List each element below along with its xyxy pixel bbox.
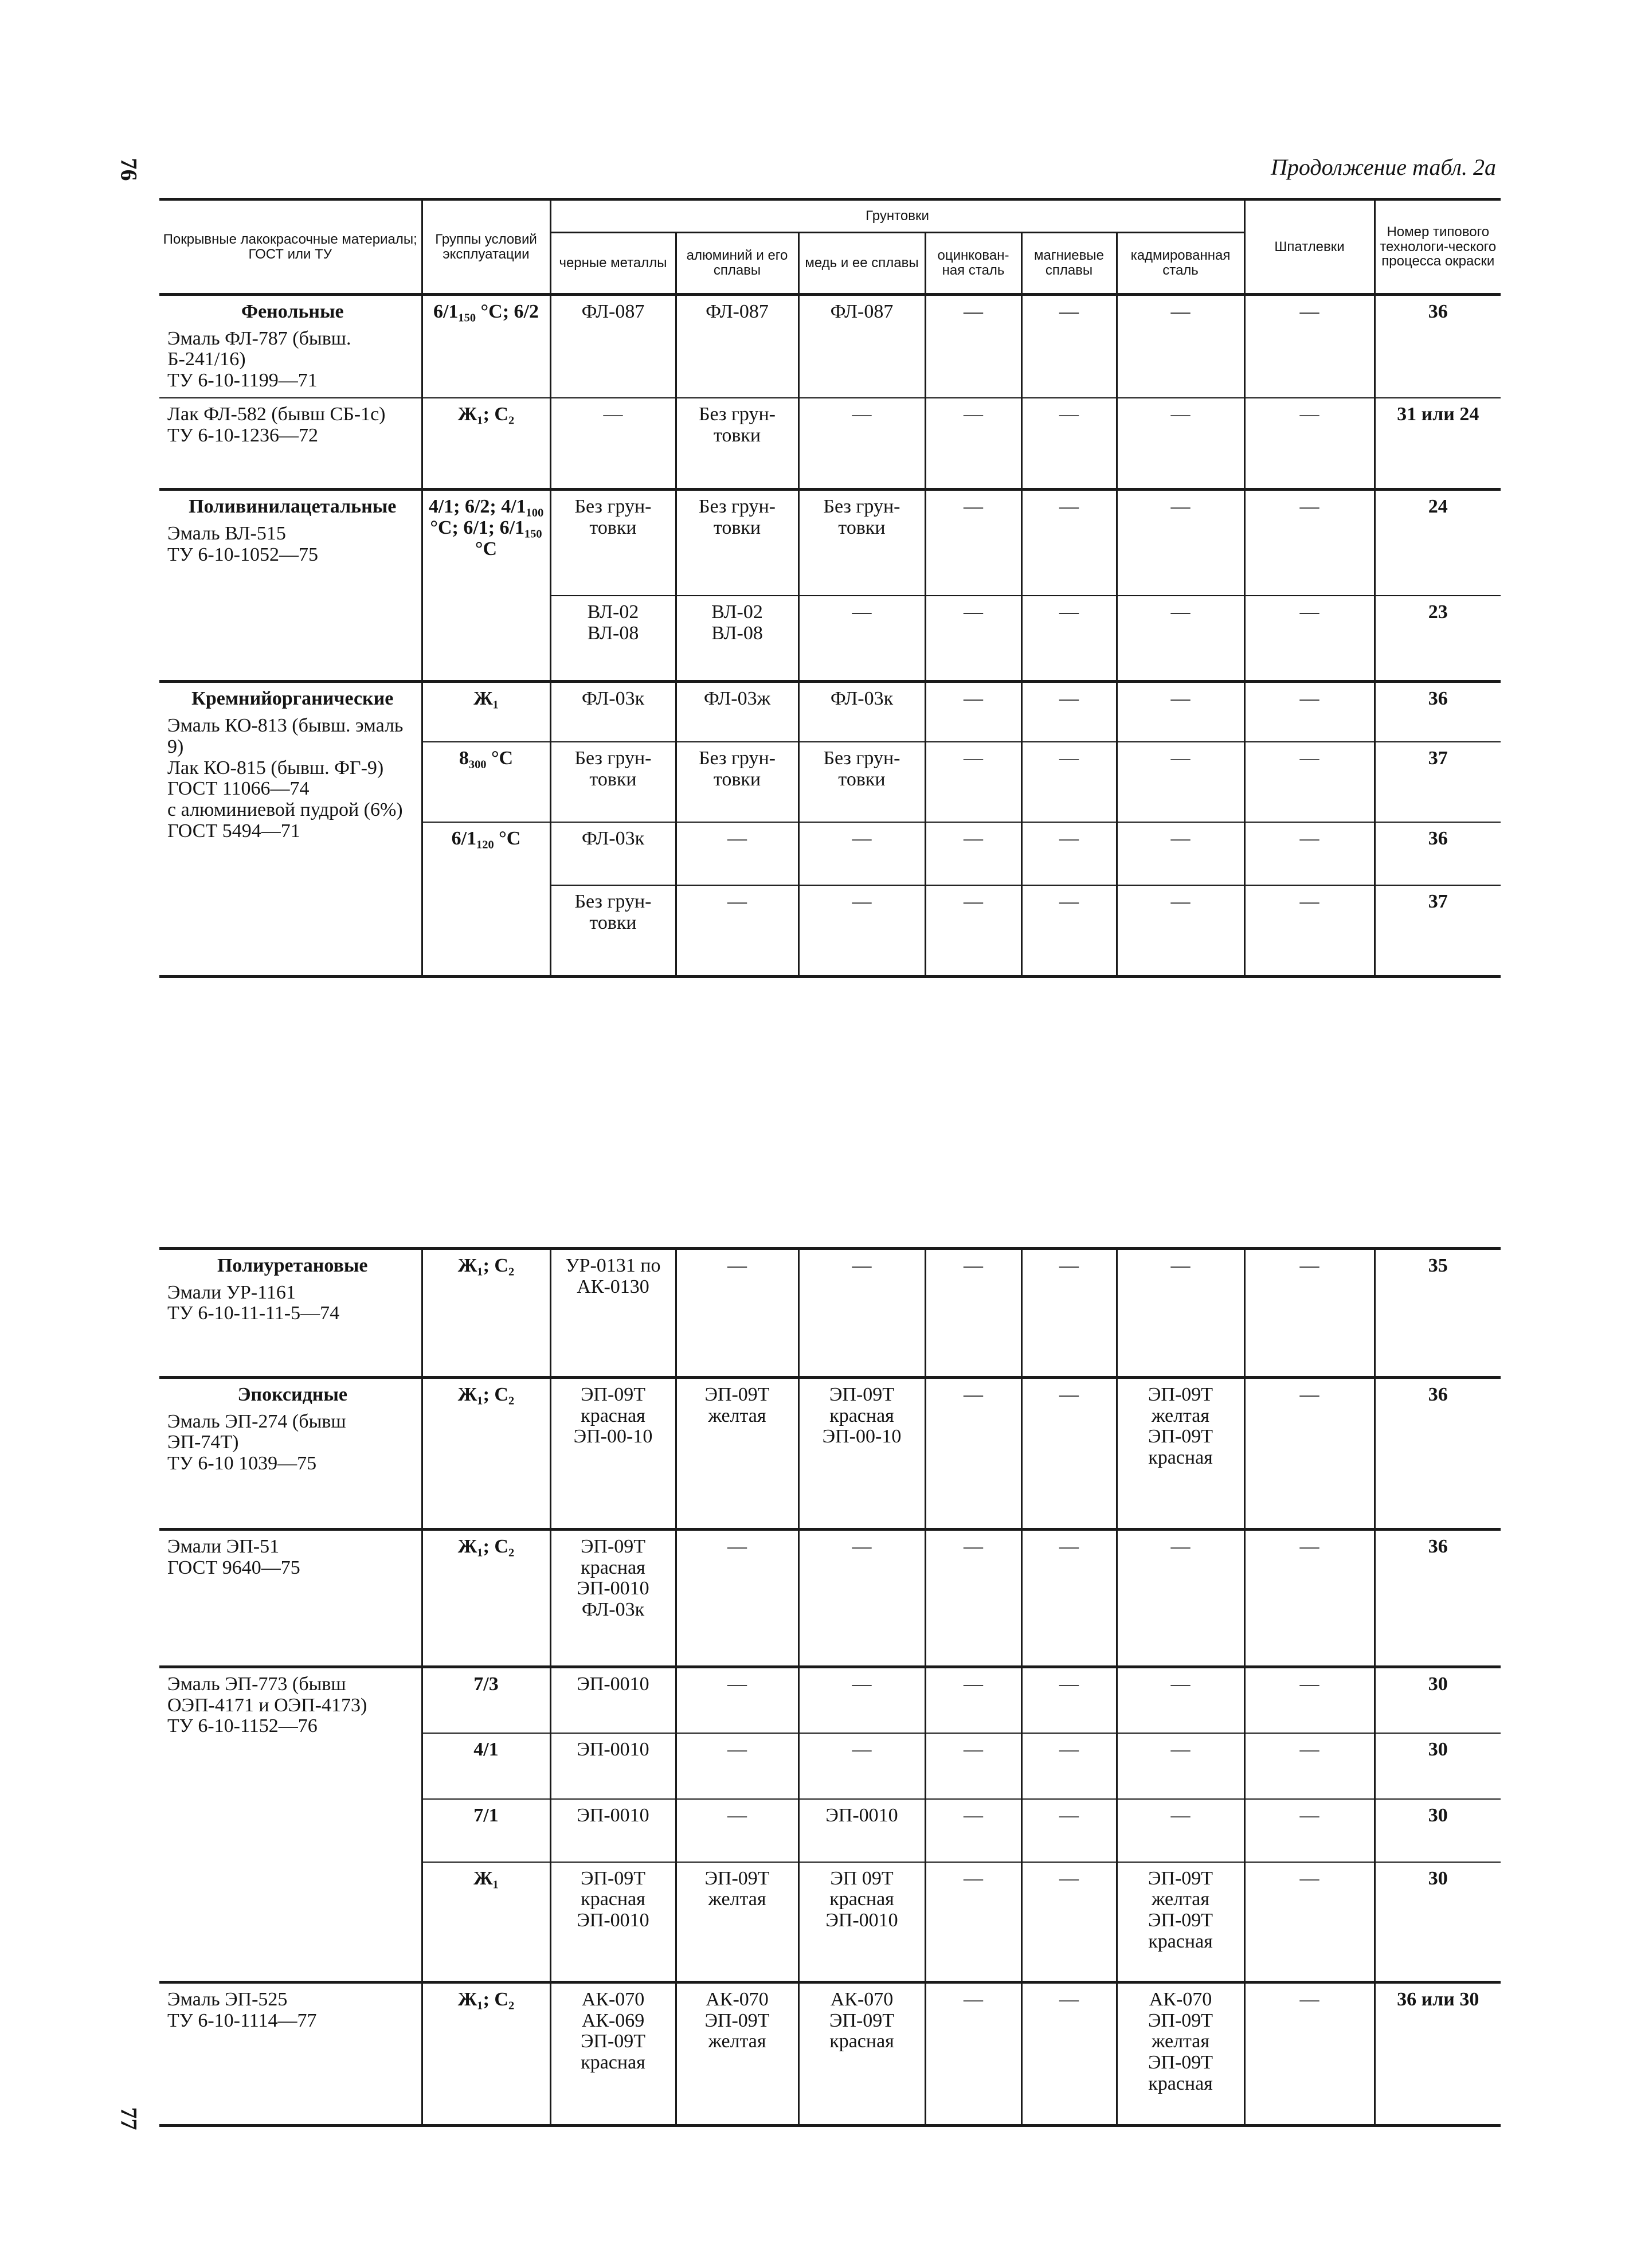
primer-cell-galvanized: — — [925, 490, 1021, 596]
primer-cell-ferrous: — — [550, 398, 676, 490]
primer-cell-copper: ФЛ-03к — [798, 682, 925, 742]
material-group-heading: Кремнийорганические — [191, 688, 394, 710]
primer-cell-galvanized: — — [925, 1733, 1021, 1799]
primer-table-lower — [159, 1247, 1501, 2127]
primer-cell-aluminum: — — [676, 1530, 798, 1667]
primer-cell-putty: — — [1244, 1249, 1375, 1378]
primer-cell-aluminum: Без грун-товки — [676, 490, 798, 596]
process-number-cell: 36 — [1375, 295, 1501, 398]
condition-group-cell: 6/1₁₅₀ °С; 6/2 — [422, 295, 550, 398]
material-group-heading: Поливинилацетальные — [189, 496, 397, 518]
primer-cell-galvanized: — — [925, 1667, 1021, 1733]
header-copper: медь и ее сплавы — [798, 233, 925, 295]
primer-cell-cadmium: — — [1117, 490, 1244, 596]
primer-cell-magnesium: — — [1021, 1982, 1117, 2126]
primer-cell-putty: — — [1244, 742, 1375, 822]
primer-cell-magnesium: — — [1021, 1733, 1117, 1799]
primer-cell-copper: — — [798, 1667, 925, 1733]
primer-cell-putty: — — [1244, 885, 1375, 977]
header-putty: Шпатлевки — [1244, 200, 1375, 295]
primer-cell-cadmium: ЭП-09Т желтая ЭП-09Т красная — [1117, 1862, 1244, 1982]
primer-cell-aluminum: Без грун-товки — [676, 742, 798, 822]
primer-cell-cadmium: — — [1117, 1667, 1244, 1733]
table-row — [159, 1249, 1501, 1378]
primer-cell-cadmium: — — [1117, 742, 1244, 822]
primer-cell-magnesium: — — [1021, 682, 1117, 742]
material-cell — [159, 1249, 422, 1378]
primer-cell-magnesium: — — [1021, 1530, 1117, 1667]
material-cell — [159, 1378, 422, 1530]
material-name: Эмаль ВЛ-515 ТУ 6-10-1052—75 — [167, 523, 318, 565]
material-group-heading: Эпоксидные — [237, 1384, 347, 1405]
primer-cell-putty: — — [1244, 682, 1375, 742]
process-number-cell: 30 — [1375, 1799, 1501, 1862]
table-row — [159, 295, 1501, 398]
primer-cell-putty: — — [1244, 295, 1375, 398]
primer-cell-copper: — — [798, 1733, 925, 1799]
primer-cell-galvanized: — — [925, 398, 1021, 490]
material-name: Эмаль КО-813 (бывш. эмаль 9) Лак КО-815 (бывш. ФГ-9) ГОСТ 11066—74 с алюминиевой пудрой (6%) ГОСТ 5494—71 — [167, 715, 404, 842]
primer-cell-ferrous: ФЛ-03к — [550, 822, 676, 885]
primer-cell-ferrous: Без грун-товки — [550, 885, 676, 977]
condition-group-cell: Ж₁ — [422, 1862, 550, 1982]
process-number-cell: 36 — [1375, 682, 1501, 742]
primer-cell-galvanized: — — [925, 682, 1021, 742]
material-cell — [159, 1530, 422, 1667]
primer-cell-cadmium: — — [1117, 682, 1244, 742]
primer-cell-putty: — — [1244, 1667, 1375, 1733]
primer-cell-aluminum: — — [676, 885, 798, 977]
primer-cell-putty: — — [1244, 1733, 1375, 1799]
material-name: Эмаль ЭП-525 ТУ 6-10-1114—77 — [167, 1989, 317, 2031]
page-number-top: 76 — [116, 158, 142, 181]
process-number-cell: 36 — [1375, 822, 1501, 885]
primer-cell-copper: ЭП-09Т красная ЭП-00-10 — [798, 1378, 925, 1530]
primer-cell-magnesium: — — [1021, 742, 1117, 822]
primer-cell-aluminum: АК-070 ЭП-09Т желтая — [676, 1982, 798, 2126]
primer-cell-aluminum: ВЛ-02 ВЛ-08 — [676, 596, 798, 682]
primer-cell-putty: — — [1244, 490, 1375, 596]
condition-group-cell: 8₃₀₀ °С — [422, 742, 550, 822]
primer-cell-magnesium: — — [1021, 885, 1117, 977]
primer-cell-galvanized: — — [925, 1982, 1021, 2126]
primer-cell-copper: ФЛ-087 — [798, 295, 925, 398]
primer-cell-magnesium: — — [1021, 1799, 1117, 1862]
primer-cell-cadmium: — — [1117, 398, 1244, 490]
process-number-cell: 36 или 30 — [1375, 1982, 1501, 2126]
primer-cell-putty: — — [1244, 1530, 1375, 1667]
primer-cell-cadmium: ЭП-09Т желтая ЭП-09Т красная — [1117, 1378, 1244, 1530]
primer-cell-ferrous: УР-0131 по АК-0130 — [550, 1249, 676, 1378]
primer-cell-galvanized: — — [925, 1862, 1021, 1982]
primer-cell-cadmium: — — [1117, 1733, 1244, 1799]
primer-cell-copper: — — [798, 885, 925, 977]
table-row — [159, 490, 1501, 596]
table-row — [159, 682, 1501, 742]
condition-group-cell: Ж₁; С₂ — [422, 1378, 550, 1530]
condition-group-cell: Ж₁; С₂ — [422, 1249, 550, 1378]
primer-cell-galvanized: — — [925, 885, 1021, 977]
primer-cell-galvanized: — — [925, 1799, 1021, 1862]
process-number-cell: 30 — [1375, 1862, 1501, 1982]
primer-cell-magnesium: — — [1021, 398, 1117, 490]
primer-cell-aluminum: ФЛ-03ж — [676, 682, 798, 742]
primer-cell-copper: — — [798, 822, 925, 885]
primer-cell-galvanized: — — [925, 1530, 1021, 1667]
primer-cell-copper: ЭП-0010 — [798, 1799, 925, 1862]
material-cell — [159, 1667, 422, 1982]
process-number-cell: 35 — [1375, 1249, 1501, 1378]
primer-cell-ferrous: ЭП-0010 — [550, 1667, 676, 1733]
material-name: Эмаль ЭП-274 (бывш ЭП-74Т) ТУ 6-10 1039—75 — [167, 1410, 346, 1475]
process-number-cell: 37 — [1375, 742, 1501, 822]
primer-cell-magnesium: — — [1021, 1249, 1117, 1378]
material-cell — [159, 490, 422, 682]
primer-cell-cadmium: — — [1117, 1249, 1244, 1378]
condition-group-cell: 7/3 — [422, 1667, 550, 1733]
primer-cell-copper: — — [798, 1249, 925, 1378]
primer-cell-putty: — — [1244, 596, 1375, 682]
header-materials: Покрывные лакокрасочные материалы; ГОСТ или ТУ — [159, 200, 422, 295]
table-continuation-caption: Продолжение табл. 2а — [1270, 154, 1496, 180]
table-row — [159, 1982, 1501, 2126]
primer-cell-copper: Без грун-товки — [798, 742, 925, 822]
primer-cell-galvanized: — — [925, 742, 1021, 822]
condition-group-cell: 7/1 — [422, 1799, 550, 1862]
condition-group-cell: Ж₁; С₂ — [422, 1530, 550, 1667]
table-row — [159, 398, 1501, 490]
primer-cell-magnesium: — — [1021, 1667, 1117, 1733]
header-ferrous: черные металлы — [550, 233, 676, 295]
primer-cell-putty: — — [1244, 1862, 1375, 1982]
primer-cell-aluminum: — — [676, 1733, 798, 1799]
material-cell — [159, 295, 422, 398]
primer-cell-magnesium: — — [1021, 1378, 1117, 1530]
primer-cell-copper: — — [798, 596, 925, 682]
process-number-cell: 37 — [1375, 885, 1501, 977]
primer-cell-aluminum: Без грун-товки — [676, 398, 798, 490]
header-process: Номер типового технологи-ческого процесса окраски — [1375, 200, 1501, 295]
lower-table-body — [159, 1249, 1501, 2126]
primer-cell-aluminum: — — [676, 822, 798, 885]
header-aluminum: алюминий и его сплавы — [676, 233, 798, 295]
primer-cell-magnesium: — — [1021, 295, 1117, 398]
material-cell — [159, 398, 422, 490]
primer-cell-aluminum: — — [676, 1249, 798, 1378]
primer-cell-ferrous: ЭП-0010 — [550, 1733, 676, 1799]
page-number-bottom: 77 — [116, 2107, 142, 2130]
primer-cell-copper: Без грун-товки — [798, 490, 925, 596]
primer-cell-putty: — — [1244, 398, 1375, 490]
primer-cell-cadmium: — — [1117, 885, 1244, 977]
header-groups: Группы условий эксплуатации — [422, 200, 550, 295]
condition-group-cell: 4/1 — [422, 1733, 550, 1799]
primer-cell-cadmium: — — [1117, 1799, 1244, 1862]
material-name: Эмаль ФЛ-787 (бывш. Б-241/16) ТУ 6-10-1199—71 — [167, 327, 351, 392]
table-row — [159, 1378, 1501, 1530]
primer-cell-copper: — — [798, 398, 925, 490]
header-primers: Грунтовки — [550, 200, 1244, 233]
primer-cell-putty: — — [1244, 822, 1375, 885]
primer-cell-copper: АК-070 ЭП-09Т красная — [798, 1982, 925, 2126]
process-number-cell: 36 — [1375, 1378, 1501, 1530]
primer-cell-ferrous: Без грун-товки — [550, 490, 676, 596]
header-galvanized: оцинкован-ная сталь — [925, 233, 1021, 295]
material-name: Лак ФЛ-582 (бывш СБ-1с) ТУ 6-10-1236—72 — [167, 403, 386, 446]
process-number-cell: 31 или 24 — [1375, 398, 1501, 490]
primer-cell-magnesium: — — [1021, 822, 1117, 885]
primer-table-upper — [159, 198, 1501, 978]
primer-cell-aluminum: ЭП-09Т желтая — [676, 1862, 798, 1982]
material-group-heading: Фенольные — [241, 301, 344, 322]
condition-group-cell: 4/1; 6/2; 4/1₁₀₀ °С; 6/1; 6/1₁₅₀ °С — [422, 490, 550, 682]
primer-cell-cadmium: — — [1117, 822, 1244, 885]
process-number-cell: 24 — [1375, 490, 1501, 596]
process-number-cell: 30 — [1375, 1667, 1501, 1733]
primer-cell-putty: — — [1244, 1799, 1375, 1862]
table-row — [159, 1667, 1501, 1733]
primer-cell-galvanized: — — [925, 1249, 1021, 1378]
header-magnesium: магниевые сплавы — [1021, 233, 1117, 295]
process-number-cell: 23 — [1375, 596, 1501, 682]
material-name: Эмали УР-1161 ТУ 6-10-11-11-5—74 — [167, 1281, 340, 1324]
primer-cell-aluminum: — — [676, 1667, 798, 1733]
header-cadmium: кадмированная сталь — [1117, 233, 1244, 295]
material-group-heading: Полиуретановые — [217, 1255, 368, 1276]
primer-cell-ferrous: ЭП-09Т красная ЭП-0010 — [550, 1862, 676, 1982]
primer-cell-putty: — — [1244, 1378, 1375, 1530]
primer-cell-ferrous: ЭП-09Т красная ЭП-0010 ФЛ-03к — [550, 1530, 676, 1667]
primer-cell-cadmium: АК-070 ЭП-09Т желтая ЭП-09Т красная — [1117, 1982, 1244, 2126]
primer-cell-ferrous: ФЛ-03к — [550, 682, 676, 742]
primer-cell-galvanized: — — [925, 822, 1021, 885]
upper-table-body — [159, 295, 1501, 977]
primer-cell-cadmium: — — [1117, 596, 1244, 682]
table-row — [159, 1530, 1501, 1667]
primer-cell-aluminum: ФЛ-087 — [676, 295, 798, 398]
material-name: Эмали ЭП-51 ГОСТ 9640—75 — [167, 1536, 300, 1578]
primer-cell-aluminum: ЭП-09Т желтая — [676, 1378, 798, 1530]
primer-cell-galvanized: — — [925, 1378, 1021, 1530]
primer-cell-aluminum: — — [676, 1799, 798, 1862]
process-number-cell: 36 — [1375, 1530, 1501, 1667]
primer-cell-magnesium: — — [1021, 596, 1117, 682]
primer-cell-ferrous: Без грун-товки — [550, 742, 676, 822]
primer-cell-magnesium: — — [1021, 1862, 1117, 1982]
primer-cell-magnesium: — — [1021, 490, 1117, 596]
primer-cell-ferrous: АК-070 АК-069 ЭП-09Т красная — [550, 1982, 676, 2126]
primer-cell-copper: — — [798, 1530, 925, 1667]
primer-cell-ferrous: ФЛ-087 — [550, 295, 676, 398]
condition-group-cell: Ж₁; С₂ — [422, 1982, 550, 2126]
primer-cell-copper: ЭП 09Т красная ЭП-0010 — [798, 1862, 925, 1982]
primer-cell-putty: — — [1244, 1982, 1375, 2126]
process-number-cell: 30 — [1375, 1733, 1501, 1799]
primer-cell-galvanized: — — [925, 295, 1021, 398]
primer-cell-ferrous: ВЛ-02 ВЛ-08 — [550, 596, 676, 682]
material-cell — [159, 682, 422, 977]
primer-cell-galvanized: — — [925, 596, 1021, 682]
condition-group-cell: Ж₁; С₂ — [422, 398, 550, 490]
primer-cell-cadmium: — — [1117, 1530, 1244, 1667]
condition-group-cell: 6/1₁₂₀ °С — [422, 822, 550, 977]
material-name: Эмаль ЭП-773 (бывш ОЭП-4171 и ОЭП-4173) ТУ 6-10-1152—76 — [167, 1673, 367, 1737]
primer-cell-cadmium: — — [1117, 295, 1244, 398]
primer-cell-ferrous: ЭП-0010 — [550, 1799, 676, 1862]
primer-cell-ferrous: ЭП-09Т красная ЭП-00-10 — [550, 1378, 676, 1530]
condition-group-cell: Ж₁ — [422, 682, 550, 742]
material-cell — [159, 1982, 422, 2126]
